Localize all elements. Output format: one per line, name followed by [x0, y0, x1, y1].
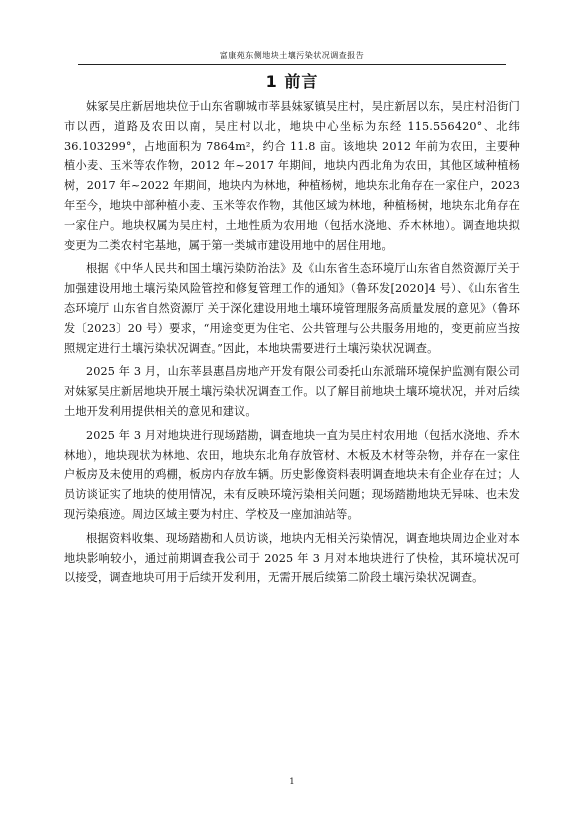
paragraph-commission: 2025 年 3 月，山东莘县惠昌房地产开发有限公司委托山东派瑞环境保护监测有限公司对妹冢吴庄新居地块开展土壤污染状况调查工作。以了解目前地块土壤环境状况，并对后续土地开发利用提供相关的意见和建议。 — [64, 365, 520, 418]
paragraph-legal-basis: 根据《中华人民共和国土壤污染防治法》及《山东省生态环境厅山东省自然资源厅关于加强建设用地土壤污染风险管控和修复管理工作的通知》（鲁环发[2020]4 号）、《山东省生态环境厅 山东省自然资源厅 关于深化建设用地土壤环境管理服务高质量发展的意见》（鲁环发〔2023〕20 号）要求，“用途变更为住宅、公共管理与公共服务用地的，变更前应当按照规定进行土壤污染状况调查。”因此，本地块需要进行土壤污染状况调查。 — [64, 262, 520, 355]
running-header: 富康苑东侧地块土壤污染状况调查报告 — [219, 51, 365, 60]
section-title: 1 前言 — [265, 72, 319, 91]
body-text — [64, 97, 520, 592]
page-number: 1 — [289, 777, 295, 787]
paragraph-site-survey: 2025 年 3 月对地块进行现场踏勘，调查地块一直为吴庄村农用地（包括水浇地、乔木林地），地块现状为林地、农田，地块东北角存放管材、木板及木材等杂物，并存在一家住户板房及未使用的鸡棚，板房内存放车辆。历史影像资料表明调查地块未有企业存在过；人员访谈证实了地块的使用情况，未有反映环境污染相关问题；现场踏勘地块无异味、也未发现污染痕迹。周边区域主要为村庄、学校及一座加油站等。 — [64, 428, 520, 521]
paragraph-site-overview: 妹冢吴庄新居地块位于山东省聊城市莘县妹冢镇吴庄村，吴庄新居以东，吴庄村沿街门市以西，道路及农田以南，吴庄村以北，地块中心坐标为东经 115.556420°、北纬 36.103299°，占地面积为 7864m²，约合 11.8 亩。该地块 2012 年前为农田，主要种植小麦、玉米等农作物，2012 年~2017 年期间，地块内西北角为农田，其他区域种植杨树，2017 年~2022 年期间，地块内为林地，种植杨树，地块东北角存在一家住户，2023 年至今，地块中部种植小麦、玉米等农作物，其他区域为林地，种植杨树，地块东北角存在一家住户。地块权属为吴庄村，土地性质为农用地（包括水浇地、乔木林地）。调查地块拟变更为二类农村宅基地，属于第一类城市建设用地中的居住用地。 — [64, 100, 520, 252]
paragraph-conclusion: 根据资料收集、现场踏勘和人员访谈，地块内无相关污染情况，调查地块周边企业对本地块影响较小，通过前期调查我公司于 2025 年 3 月对本地块进行了快检，其环境状况可以接受，调查地块可用于后续开发利用，无需开展后续第二阶段土壤污染状况调查。 — [64, 531, 520, 585]
header-rule — [78, 64, 506, 65]
